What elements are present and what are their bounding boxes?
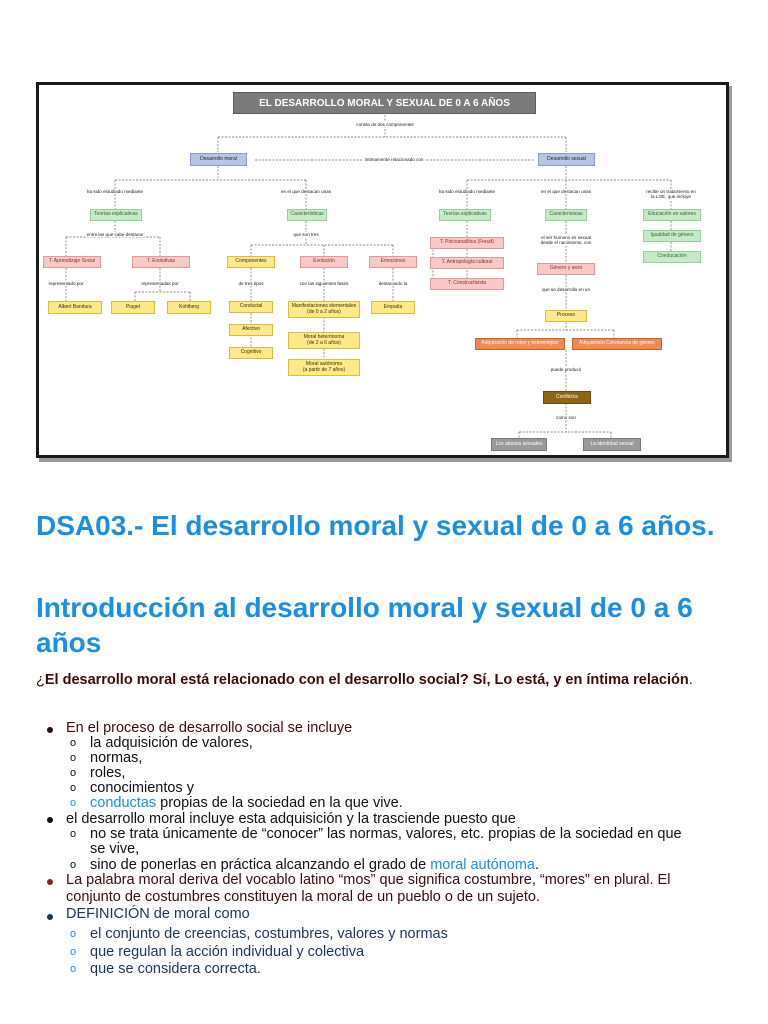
- map-node-t-psicoanalitica: T. Psicoanalítica (Freud): [430, 237, 504, 249]
- map-label-ha-sido-2: ha sido estudiado mediante: [438, 189, 496, 194]
- circle-bullet: o: [70, 737, 77, 749]
- circle-bullet: o: [70, 946, 77, 958]
- sub-list-item: [90, 796, 403, 811]
- map-node-componentes: Componentes: [227, 256, 275, 268]
- map-node-genero-sexo: Género y sexo: [537, 263, 595, 275]
- question-prefix: ¿: [36, 672, 45, 688]
- map-label-ha-sido-1: ha sido estudiado mediante: [86, 189, 144, 194]
- map-node-empatia: Empatía: [371, 301, 415, 314]
- sub-list-item: conocimientos y: [90, 780, 194, 796]
- map-node-coeducacion: Coeducación: [643, 251, 701, 263]
- map-node-adq-constancia: Adquisición Constancia de género: [572, 338, 662, 350]
- sub-list-item: no se trata únicamente de “conocer” las normas, valores, etc. propias de la sociedad en que: [90, 826, 682, 842]
- map-label-destacando-la: destacando la: [378, 281, 408, 286]
- map-node-piaget: Piaget: [111, 301, 155, 314]
- map-node-manifestaciones: Manifestaciones elementales (de 0 a 2 años): [288, 301, 360, 318]
- bullet-dot: [47, 914, 53, 920]
- map-node-t-aprendizaje: T. Aprendizaje Social: [43, 256, 101, 268]
- map-node-caracteristicas-2: Características: [545, 209, 587, 221]
- section-title: Introducción al desarrollo moral y sexual de 0 a 6 años: [36, 592, 693, 658]
- map-node-adq-roles: Adquisición de roles y estereotipos: [475, 338, 565, 350]
- map-label-recibe: recibe un tratamiento en la LOE, que incluye: [644, 189, 699, 200]
- sub-list-item: roles,: [90, 765, 126, 781]
- circle-bullet: o: [70, 928, 77, 940]
- map-label-que-son-tres: que son tres: [293, 232, 319, 237]
- list-item: En el proceso de desarrollo social se incluye: [66, 720, 353, 736]
- circle-bullet: o: [70, 782, 77, 794]
- map-label-de-tres-tipos: de tres tipos: [238, 281, 264, 286]
- circle-bullet: o: [70, 752, 77, 764]
- map-node-caracteristicas-1: Características: [287, 209, 327, 221]
- map-node-proceso: Proceso: [545, 310, 587, 322]
- concept-map-connectors: [39, 85, 726, 455]
- map-label-representadas: representadas por: [141, 281, 179, 286]
- circle-bullet: o: [70, 859, 77, 871]
- sub-list-item: la adquisición de valores,: [90, 735, 253, 751]
- conductas-link[interactable]: conductas: [90, 795, 157, 811]
- map-node-afectivo: Afectivo: [229, 324, 273, 336]
- map-label-con-las-sig: con las siguientes fases: [299, 281, 349, 286]
- map-node-moral-autonoma: Moral autónoma (a partir de 7 años): [288, 359, 360, 376]
- map-label-intimamente: íntimamente relacionado con: [364, 157, 424, 162]
- map-node-conflictos: Conflictos: [543, 391, 591, 404]
- bullet-dot: [47, 879, 53, 885]
- sub-list-item: que se considera correcta.: [90, 961, 261, 977]
- bullet-dot: [47, 817, 53, 823]
- list-item-continued: conjunto de costumbres constituyen la moral de un pueblo o de un sujeto.: [66, 889, 540, 905]
- sub-list-item: [90, 858, 539, 873]
- map-node-kohlberg: Kohlberg: [167, 301, 211, 314]
- map-label-en-el-que-1: en el que destacan unas: [280, 189, 332, 194]
- map-node-cognitivo: Cognitivo: [229, 347, 273, 359]
- list-item: DEFINICIÓN de moral como: [66, 906, 250, 922]
- map-label-el-ser-humano: el ser humano es sexual desde el nacimiento, con: [540, 235, 592, 246]
- circle-bullet: o: [70, 797, 77, 809]
- intro-question: [36, 672, 726, 689]
- map-node-desarrollo-moral: Desarrollo moral: [190, 153, 247, 166]
- moral-autonoma-link[interactable]: moral autónoma: [430, 857, 535, 873]
- map-node-identidad: La identidad sexual: [583, 438, 641, 451]
- sub-list-item-text: propias de la sociedad en la que vive.: [156, 795, 403, 811]
- map-node-albert: Albert Bandura: [48, 301, 102, 314]
- map-node-t-antropologia: T. Antropología cultural: [430, 257, 504, 269]
- sub-list-item-end: .: [534, 857, 539, 873]
- map-node-evolucion: Evolución: [300, 256, 348, 268]
- map-label-como-son: como son: [556, 415, 576, 420]
- sub-list-item-continued: se vive,: [90, 841, 140, 857]
- map-node-conductal: Conductal: [229, 301, 273, 313]
- map-node-abusos: Los abusos sexuales: [491, 438, 547, 451]
- question-suffix: .: [688, 672, 693, 688]
- map-label-en-el-que-2: en el que destacan unas: [540, 189, 592, 194]
- map-node-teorias-1: Teorías explicativas: [90, 209, 142, 221]
- map-node-teorias-2: Teorías explicativas: [439, 209, 491, 221]
- map-node-emociones: Emociones: [369, 256, 417, 268]
- question-bold: El desarrollo moral está relacionado con el desarrollo social? Sí, Lo está, y en íntima relación: [44, 672, 689, 688]
- map-node-educacion-valores: Educación en valores: [643, 209, 701, 221]
- map-node-t-evolutivas: T. Evolutivas: [132, 256, 190, 268]
- list-item: el desarrollo moral incluye esta adquisición y la trasciende puesto que: [66, 811, 516, 827]
- sub-list-item: normas,: [90, 750, 143, 766]
- map-label-representado: representado por: [48, 281, 84, 286]
- map-node-t-constructivista: T. Constructivista: [430, 278, 504, 290]
- sub-list-item-text: sino de ponerlas en práctica alcanzando el grado de: [90, 857, 431, 873]
- map-label-consta: consta de dos componentes: [356, 122, 414, 127]
- bullet-dot: [47, 727, 53, 733]
- circle-bullet: o: [70, 963, 77, 975]
- sub-list-item: que regulan la acción individual y colectiva: [90, 944, 365, 960]
- map-label-puede-producir: puede producir: [550, 367, 582, 372]
- circle-bullet: o: [70, 828, 77, 840]
- concept-map: [36, 82, 729, 458]
- map-node-igualdad: Igualdad de género: [643, 230, 701, 242]
- map-node-desarrollo-sexual: Desarrollo sexual: [538, 153, 595, 166]
- map-label-entre-las: entre las que cabe destacar: [86, 232, 144, 237]
- map-title: EL DESARROLLO MORAL Y SEXUAL DE 0 A 6 AÑOS: [233, 92, 536, 114]
- list-item: La palabra moral deriva del vocablo latino “mos” que significa costumbre, “mores” en plural. El: [66, 872, 671, 888]
- map-label-que-se-desarrolla: que se desarrolla en un: [541, 287, 591, 292]
- circle-bullet: o: [70, 767, 77, 779]
- map-node-moral-heteronoma: Moral heterónoma (de 2 a 6 años): [288, 332, 360, 349]
- page-title: DSA03.- El desarrollo moral y sexual de 0 a 6 años.: [36, 510, 715, 541]
- sub-list-item: el conjunto de creencias, costumbres, valores y normas: [90, 926, 448, 942]
